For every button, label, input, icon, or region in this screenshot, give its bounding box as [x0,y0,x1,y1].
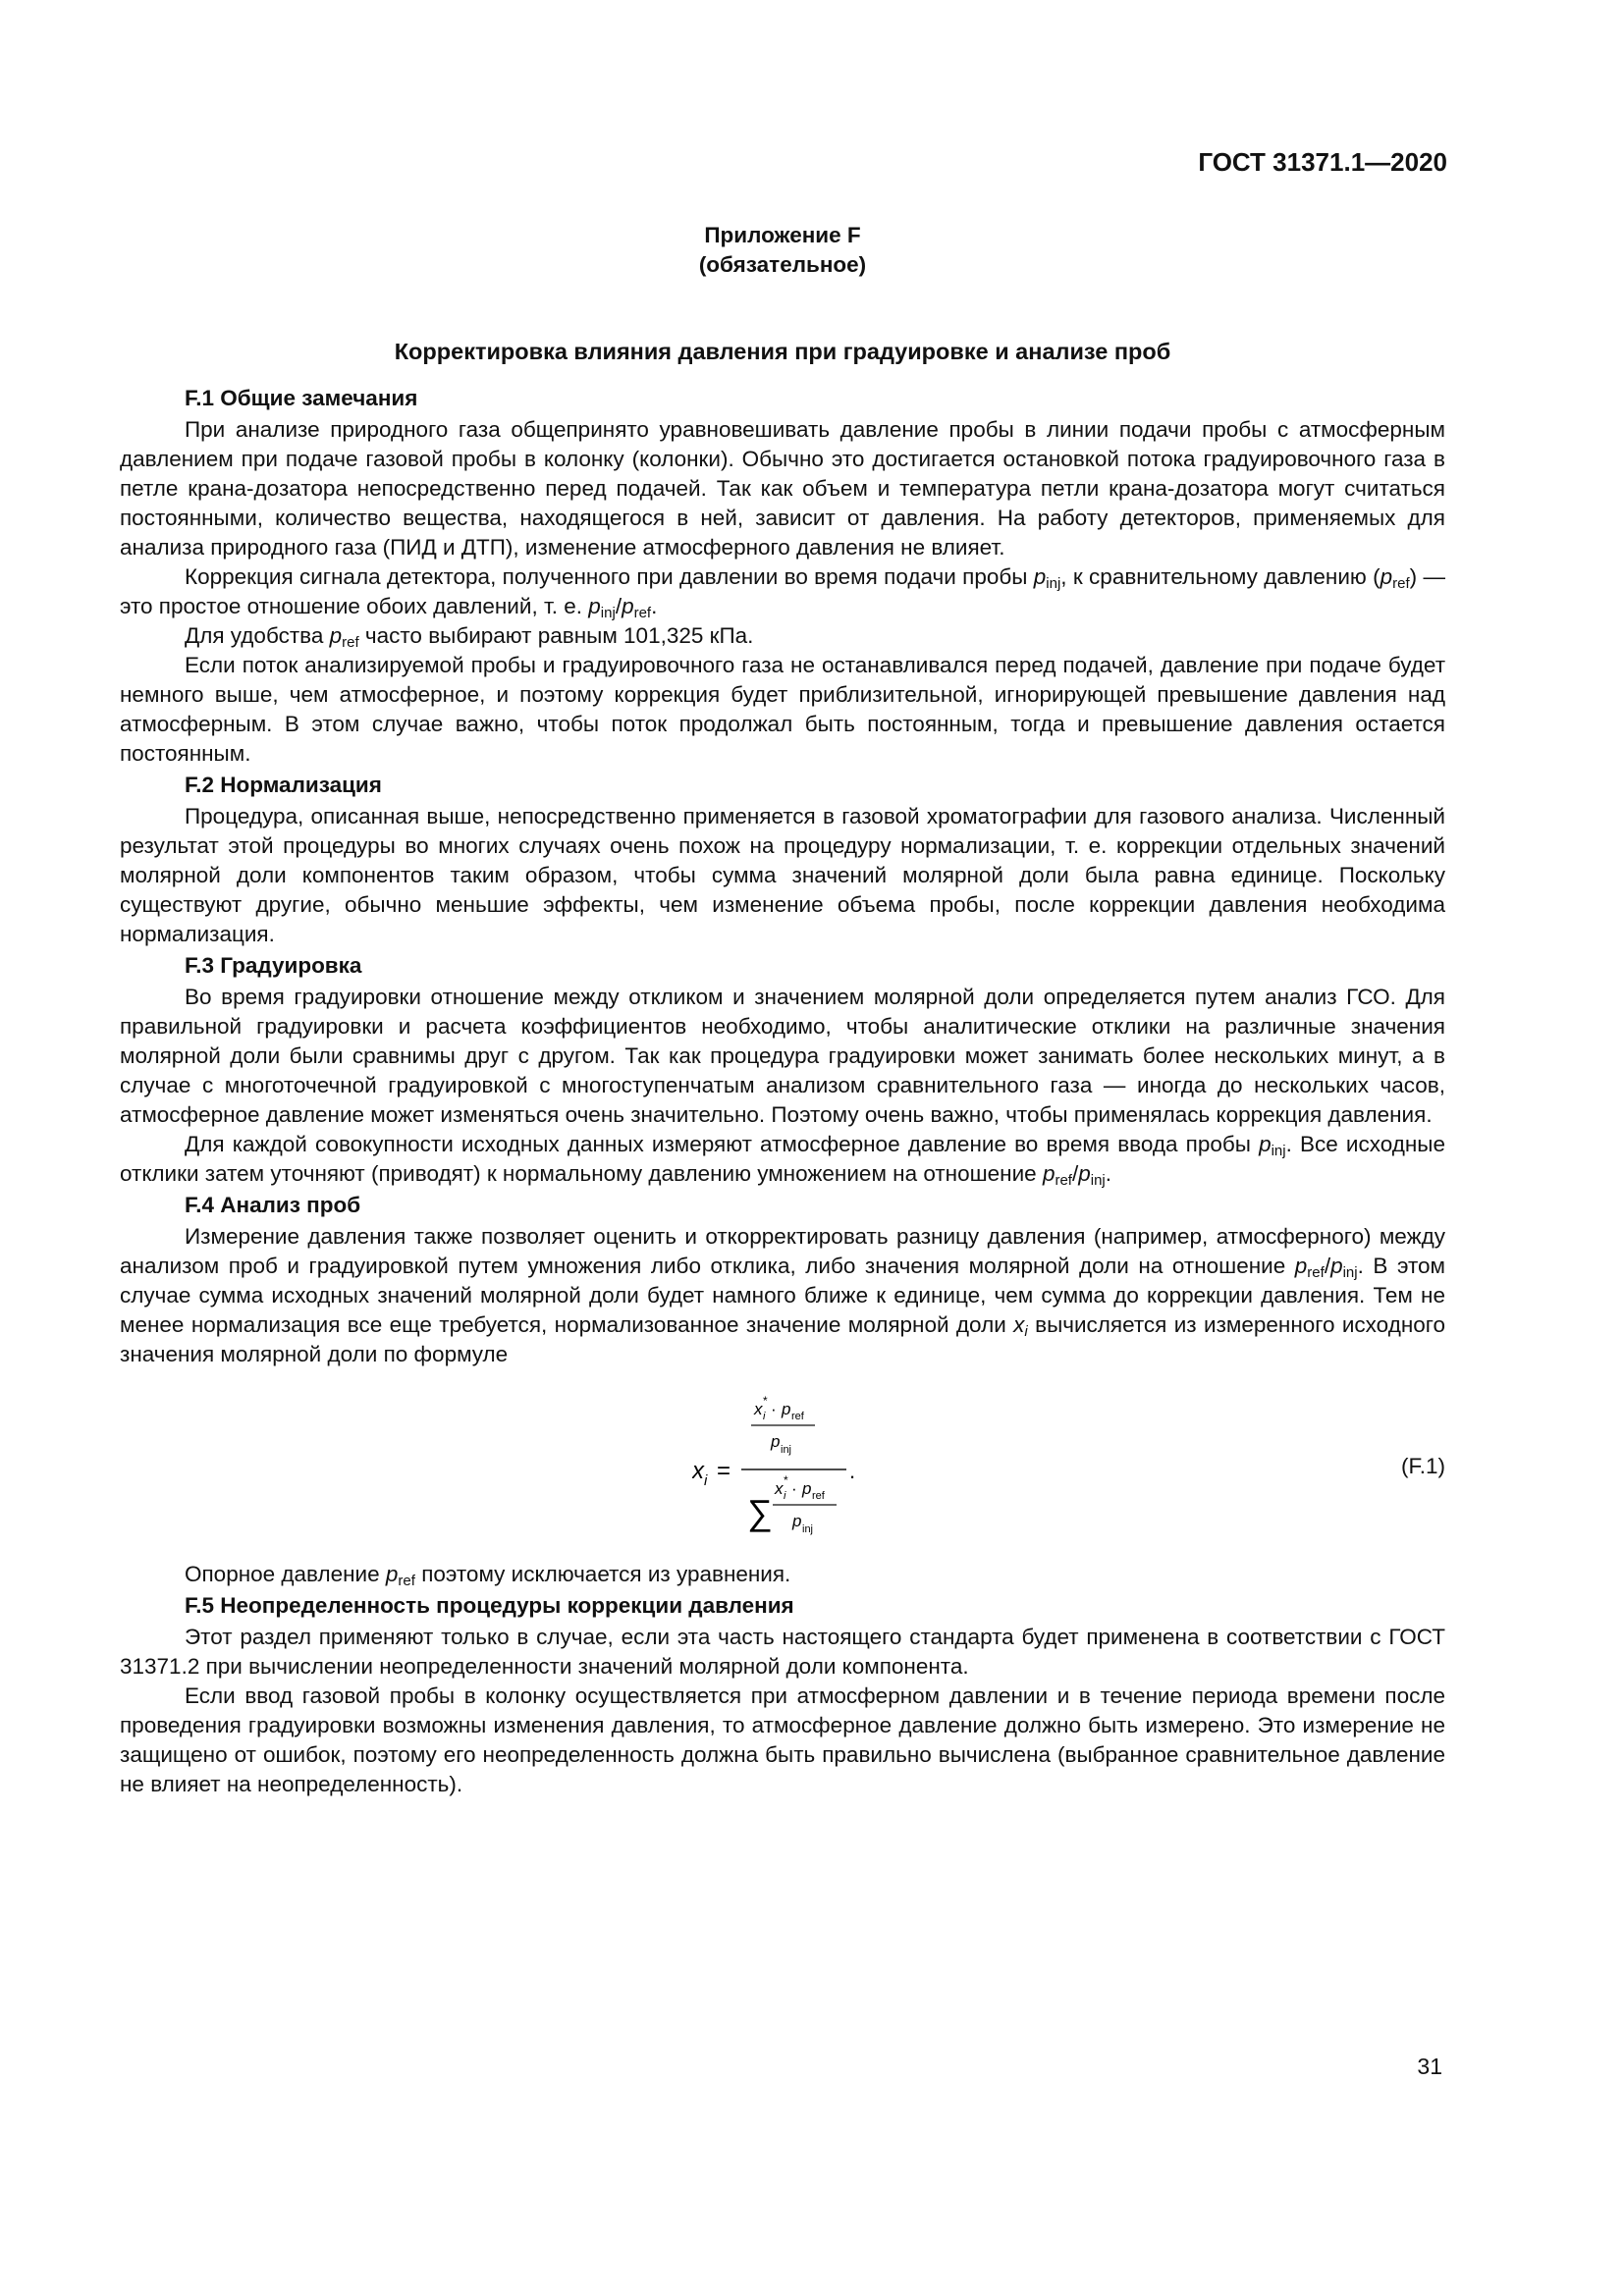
svg-text:i: i [704,1472,708,1489]
svg-text:p: p [792,1512,802,1530]
svg-text:x: x [692,1458,704,1484]
section-f5-paragraph-1: Этот раздел применяют только в случае, если эта часть настоящего стандарта будет применена в соответствии с ГОСТ 31371.2 при вычислении неопределенности значений молярной доли компонента. [120,1625,1445,1679]
formula-number: (F.1) [1401,1454,1445,1478]
svg-text:x: x [775,1479,784,1498]
section-f1-paragraph-1: При анализе природного газа общепринято уравновешивать давление пробы в линии подачи пробы с атмосферным давлением при подаче газовой пробы в колонку (колонки). Обычно это достигается остановкой потока градуировочного газа в петле крана-дозатора непосредственно перед подачей. Так как объем и температура петли крана-дозатора могут считаться постоянными, количество вещества, находящегося в ней, зависит от давления. На работу детекторов, применяемых для анализа природного газа (ПИД и ДТП), изменение атмосферного давления не влияет. [120,417,1445,560]
svg-text:.: . [849,1459,856,1483]
svg-text:p: p [802,1479,812,1498]
document-header: ГОСТ 31371.1—2020 [1198,147,1447,177]
svg-text:inj: inj [781,1444,792,1456]
svg-text:ref: ref [791,1411,804,1422]
section-f5-paragraph-2: Если ввод газовой пробы в колонку осуществляется при атмосферном давлении и в течение периода времени после проведения градуировки возможны изменения давления, то атмосферное давление должно быть измерено. Это измерение не защищено от ошибок, поэтому его неопределенность должна быть правильно вычислена (выбранное сравнительное давление не влияет на неопределенность). [120,1683,1445,1796]
section-f1-title: F.1 Общие замечания [185,386,418,410]
svg-text:p: p [782,1400,791,1418]
svg-text:·: · [791,1479,797,1498]
svg-text:*: * [763,1395,768,1408]
page-number: 31 [1417,2054,1442,2079]
svg-text:ref: ref [812,1490,825,1502]
formula-f1 [120,1395,1445,1542]
svg-text:p: p [771,1432,781,1451]
svg-text:x: x [754,1400,763,1418]
svg-text:·: · [771,1400,777,1418]
page-title: Корректировка влияния давления при градуировке и анализе проб [394,339,1171,364]
section-f4-paragraph-1: Измерение давления также позволяет оценить и откорректировать разницу давления (например, атмосферного) между анализом проб и градуировкой путем умножения либо отклика, либо значения молярной доли на отношение $p_{ref}/p_{inj}$. В этом случае сумма исходных значений молярной доли будет намного ближе к единице, чем сумма до коррекции давления. Тем не менее нормализация все еще требуется, нормализованное значение молярной доли $x_i$ вычисляется из измеренного исходного значения молярной доли по формуле [120,1224,1445,1366]
svg-text:*: * [784,1473,788,1487]
svg-text:inj: inj [802,1523,814,1535]
section-f2-title: F.2 Нормализация [185,773,382,797]
section-f1-paragraph-3: Для удобства $p_{ref}$ часто выбирают равным 101,325 кПа. [185,623,754,651]
section-f2-paragraph-1: Процедура, описанная выше, непосредственно применяется в газовой хроматографии для газового анализа. Численный результат этой процедуры во многих случаях очень похож на процедуру нормализации, т. е. коррекции отдельных значений молярной доли компонентов таким образом, чтобы сумма значений молярной доли была равна единице. Поскольку существуют другие, обычно меньшие эффекты, чем изменение объема пробы, после коррекции давления необходима нормализация. [120,804,1445,946]
svg-text:i: i [784,1490,786,1502]
section-f4-title: F.4 Анализ проб [185,1193,361,1217]
svg-text:i: i [763,1411,766,1422]
appendix-title: Приложение F [704,223,861,247]
section-f3-paragraph-1: Во время градуировки отношение между откликом и значением молярной доли определяется путем анализ ГСО. Для правильной градуировки и расчета коэффициентов необходимо, чтобы аналитические отклики на различные значения молярной доли были сравнимы друг с другом. Так как процедура градуировки может занимать более нескольких минут, а в случае с многоточечной градуировкой с многоступенчатым анализом сравнительного газа — иногда до нескольких часов, атмосферное давление может изменяться очень значительно. Поэтому очень важно, чтобы применялась коррекция давления. [120,985,1445,1127]
section-f3-title: F.3 Градуировка [185,953,362,978]
appendix-status: (обязательное) [698,252,867,277]
svg-text:∑: ∑ [747,1492,773,1532]
section-f1-paragraph-4: Если поток анализируемой пробы и градуировочного газа не останавливался перед подачей, давление при подаче будет немного выше, чем атмосферное, и поэтому коррекция будет приблизительной, игнорирующей превышение давления над атмосферным. В этом случае важно, чтобы поток продолжал быть постоянным, тогда и превышение давления остается постоянным. [120,653,1445,766]
section-f5-title: F.5 Неопределенность процедуры коррекции давления [185,1593,794,1618]
section-f1-paragraph-2: Коррекция сигнала детектора, полученного при давлении во время подачи пробы $p_{inj}$, к сравнительному давлению $(p_{ref})$ — это простое отношение обоих давлений, т. е. $p_{inj}/p_{ref}$. [120,564,1445,621]
normalization-formula [692,1395,889,1542]
document-page [120,221,1445,1799]
section-f4-paragraph-2: Опорное давление $p_{ref}$ поэтому исключается из уравнения. [185,1562,791,1589]
svg-text:=: = [717,1458,731,1484]
section-f3-paragraph-2: Для каждой совокупности исходных данных измеряют атмосферное давление во время ввода пробы $p_{inj}$. Все исходные отклики затем уточняют (приводят) к нормальному давлению умножением на отношение $p_{ref}/p_{inj}$. [120,1132,1445,1189]
